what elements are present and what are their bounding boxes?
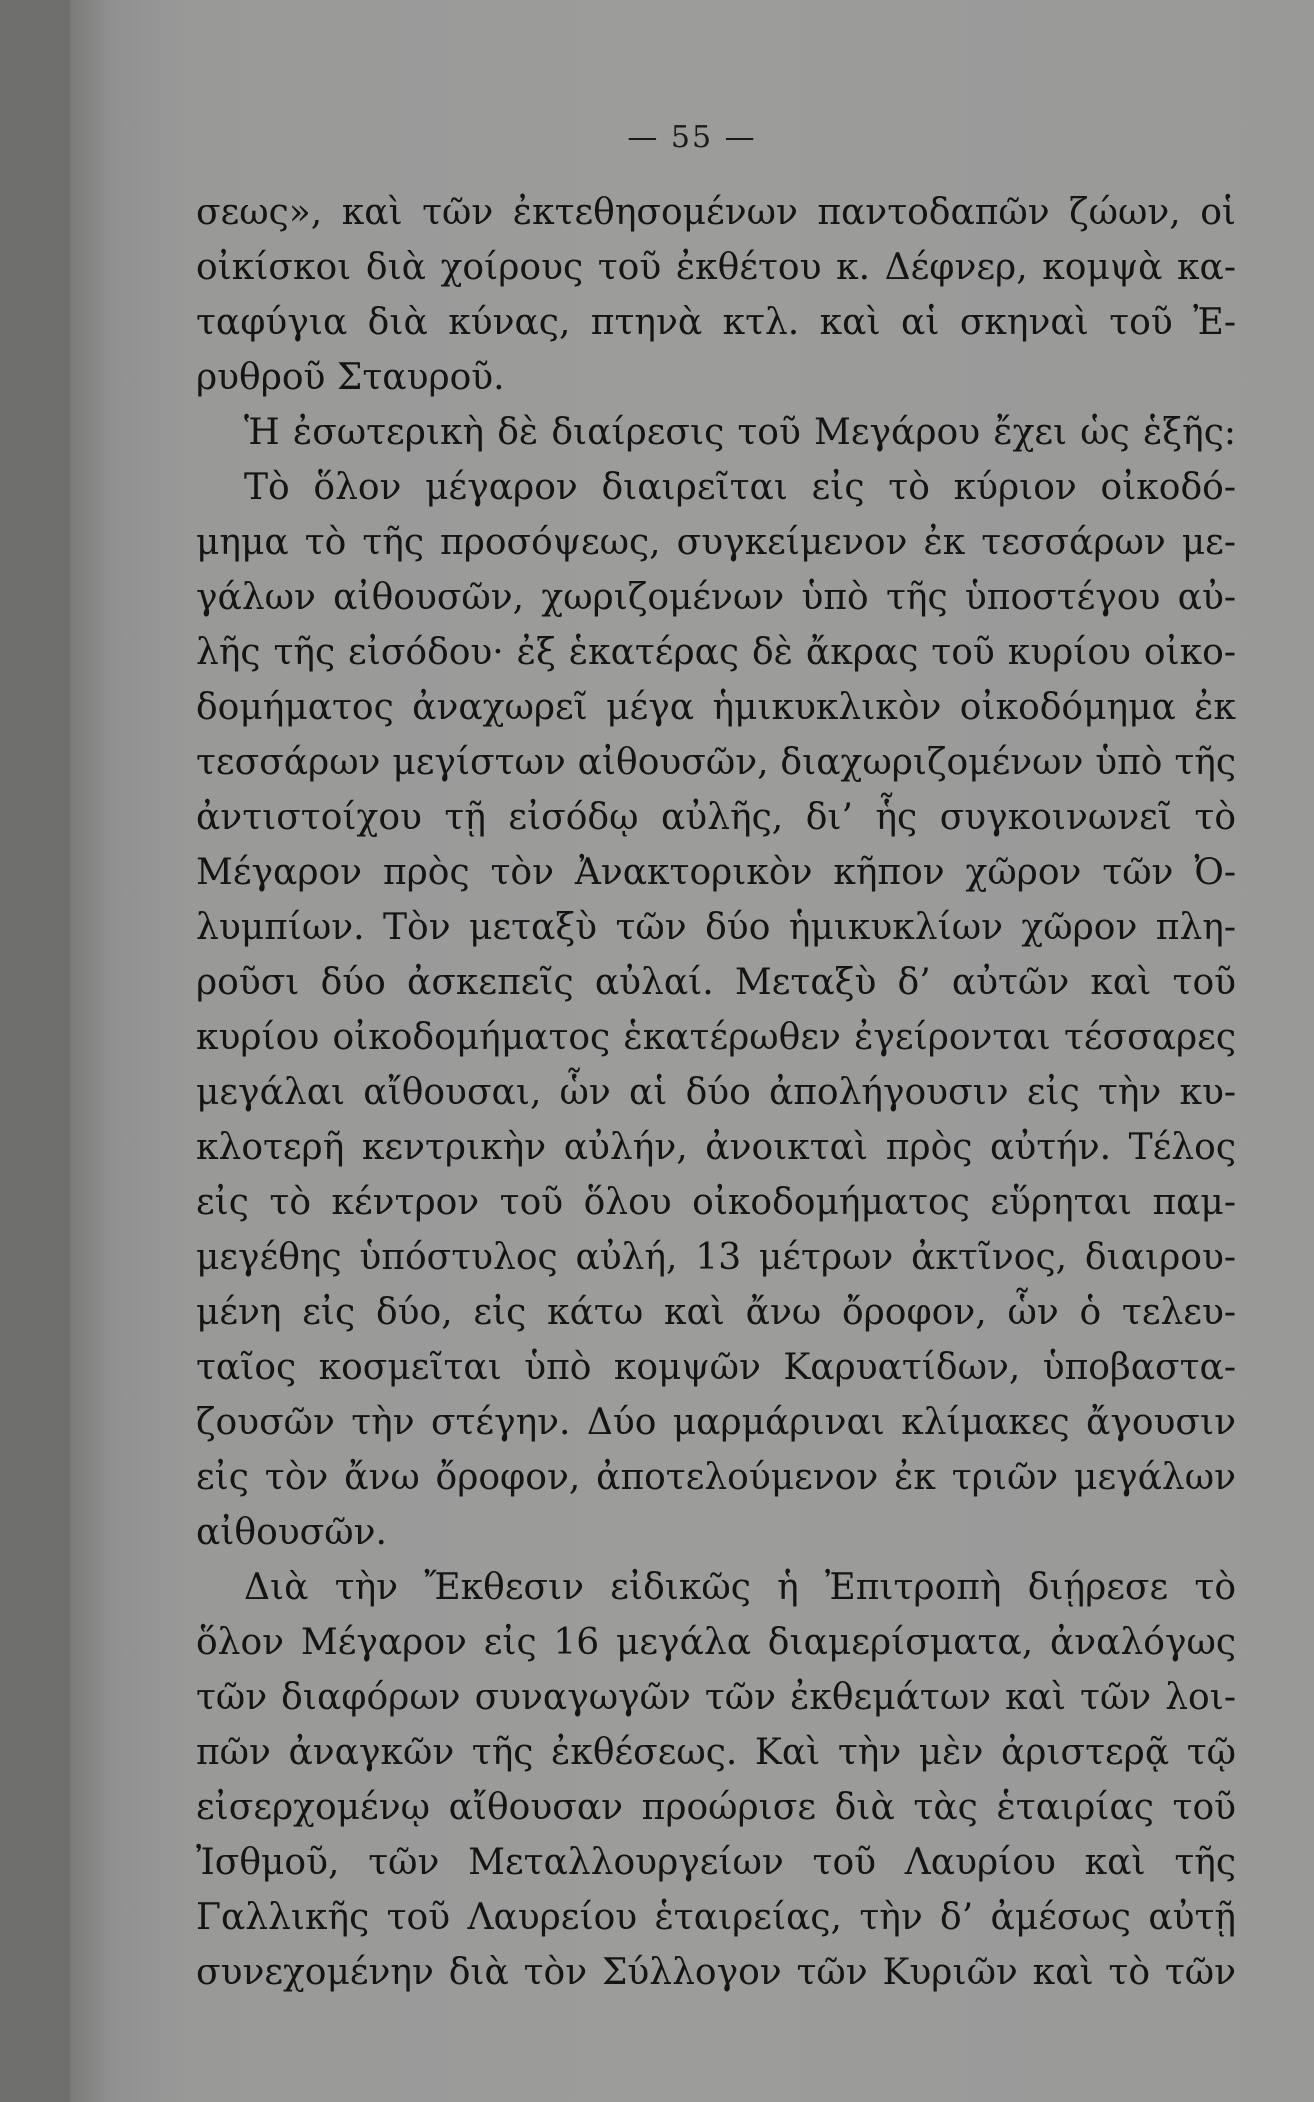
text-line: δομήματος ἀναχωρεῖ μέγα ἡμικυκλικὸν οἰκοδόμημα ἐκ — [196, 687, 1236, 728]
text-line: αἰθουσῶν. — [196, 1512, 387, 1553]
text-line: ταῖος κοσμεῖται ὑπὸ κομψῶν Καρυατίδων, ὑποβαστα- — [196, 1347, 1236, 1388]
text-line: πῶν ἀναγκῶν τῆς ἐκθέσεως. Καὶ τὴν μὲν ἀριστερᾷ τῷ — [196, 1732, 1236, 1773]
text-line: λυμπίων. Τὸν μεταξὺ τῶν δύο ἡμικυκλίων χῶρον πλη- — [196, 907, 1236, 948]
text-line: γάλων αἰθουσῶν, χωριζομένων ὑπὸ τῆς ὑποστέγου αὐ- — [196, 577, 1236, 618]
text-line: Τὸ ὅλον μέγαρον διαιρεῖται εἰς τὸ κύριον οἰκοδό- — [244, 467, 1236, 508]
text-line: Διὰ τὴν Ἔκθεσιν εἰδικῶς ἡ Ἐπιτροπὴ διῄρεσε τὸ — [244, 1567, 1236, 1608]
text-line: μεγάλαι αἴθουσαι, ὧν αἱ δύο ἀπολήγουσιν εἰς τὴν κυ- — [196, 1072, 1236, 1113]
text-line: ἀντιστοίχου τῇ εἰσόδῳ αὐλῆς, δι’ ἧς συγκοινωνεῖ τὸ — [196, 797, 1236, 838]
text-line: ρυθροῦ Σταυροῦ. — [196, 357, 505, 398]
text-line: μημα τὸ τῆς προσόψεως, συγκείμενον ἐκ τεσσάρων με- — [196, 522, 1236, 563]
page-number: — 55 — — [627, 120, 757, 155]
body-text — [196, 185, 1236, 2000]
text-line: ροῦσι δύο ἀσκεπεῖς αὐλαί. Μεταξὺ δ’ αὐτῶν καὶ τοῦ — [196, 962, 1236, 1003]
text-line: μένη εἰς δύο, εἰς κάτω καὶ ἄνω ὄροφον, ὧν ὁ τελευ- — [196, 1292, 1236, 1333]
text-line: κλοτερῆ κεντρικὴν αὐλήν, ἀνοικταὶ πρὸς αὐτήν. Τέλος — [196, 1127, 1236, 1168]
text-line: Γαλλικῆς τοῦ Λαυρείου ἑταιρείας, τὴν δ’ ἀμέσως αὐτῇ — [196, 1897, 1236, 1938]
text-line: ταφύγια διὰ κύνας, πτηνὰ κτλ. καὶ αἱ σκηναὶ τοῦ Ἐ- — [196, 302, 1236, 343]
text-line: Ἰσθμοῦ, τῶν Μεταλλουργείων τοῦ Λαυρίου καὶ τῆς — [196, 1842, 1236, 1883]
text-line: εἰς τὸν ἄνω ὄροφον, ἀποτελούμενον ἐκ τριῶν μεγάλων — [196, 1457, 1236, 1498]
text-line: Ἡ ἐσωτερικὴ δὲ διαίρεσις τοῦ Μεγάρου ἔχει ὡς ἑξῆς: — [244, 412, 1236, 453]
text-line: εἰς τὸ κέντρον τοῦ ὅλου οἰκοδομήματος εὕρηται παμ- — [196, 1182, 1236, 1223]
text-line: εἰσερχομένῳ αἴθουσαν προώρισε διὰ τὰς ἑταιρίας τοῦ — [196, 1787, 1236, 1828]
text-line: ὅλον Μέγαρον εἰς 16 μεγάλα διαμερίσματα, ἀναλόγως — [196, 1622, 1236, 1663]
text-line: ζουσῶν τὴν στέγην. Δύο μαρμάριναι κλίμακες ἄγουσιν — [196, 1402, 1236, 1443]
text-line: μεγέθης ὑπόστυλος αὐλή, 13 μέτρων ἀκτῖνος, διαιρου- — [196, 1237, 1236, 1278]
text-line: κυρίου οἰκοδομήματος ἑκατέρωθεν ἐγείρονται τέσσαρες — [196, 1017, 1236, 1058]
text-line: οἰκίσκοι διὰ χοίρους τοῦ ἐκθέτου κ. Δέφνερ, κομψὰ κα- — [196, 247, 1236, 288]
text-line: σεως», καὶ τῶν ἐκτεθησομένων παντοδαπῶν ζώων, οἱ — [196, 192, 1236, 233]
text-line: συνεχομένην διὰ τὸν Σύλλογον τῶν Κυριῶν καὶ τὸ τῶν — [196, 1952, 1236, 1993]
text-line: λῆς τῆς εἰσόδου· ἐξ ἑκατέρας δὲ ἄκρας τοῦ κυρίου οἰκο- — [196, 632, 1236, 673]
text-line: Μέγαρον πρὸς τὸν Ἀνακτορικὸν κῆπον χῶρον τῶν Ὀ- — [196, 852, 1236, 893]
text-line: τεσσάρων μεγίστων αἰθουσῶν, διαχωριζομένων ὑπὸ τῆς — [196, 742, 1236, 783]
book-page — [70, 0, 1314, 2102]
text-line: τῶν διαφόρων συναγωγῶν τῶν ἐκθεμάτων καὶ τῶν λοι- — [196, 1677, 1236, 1718]
